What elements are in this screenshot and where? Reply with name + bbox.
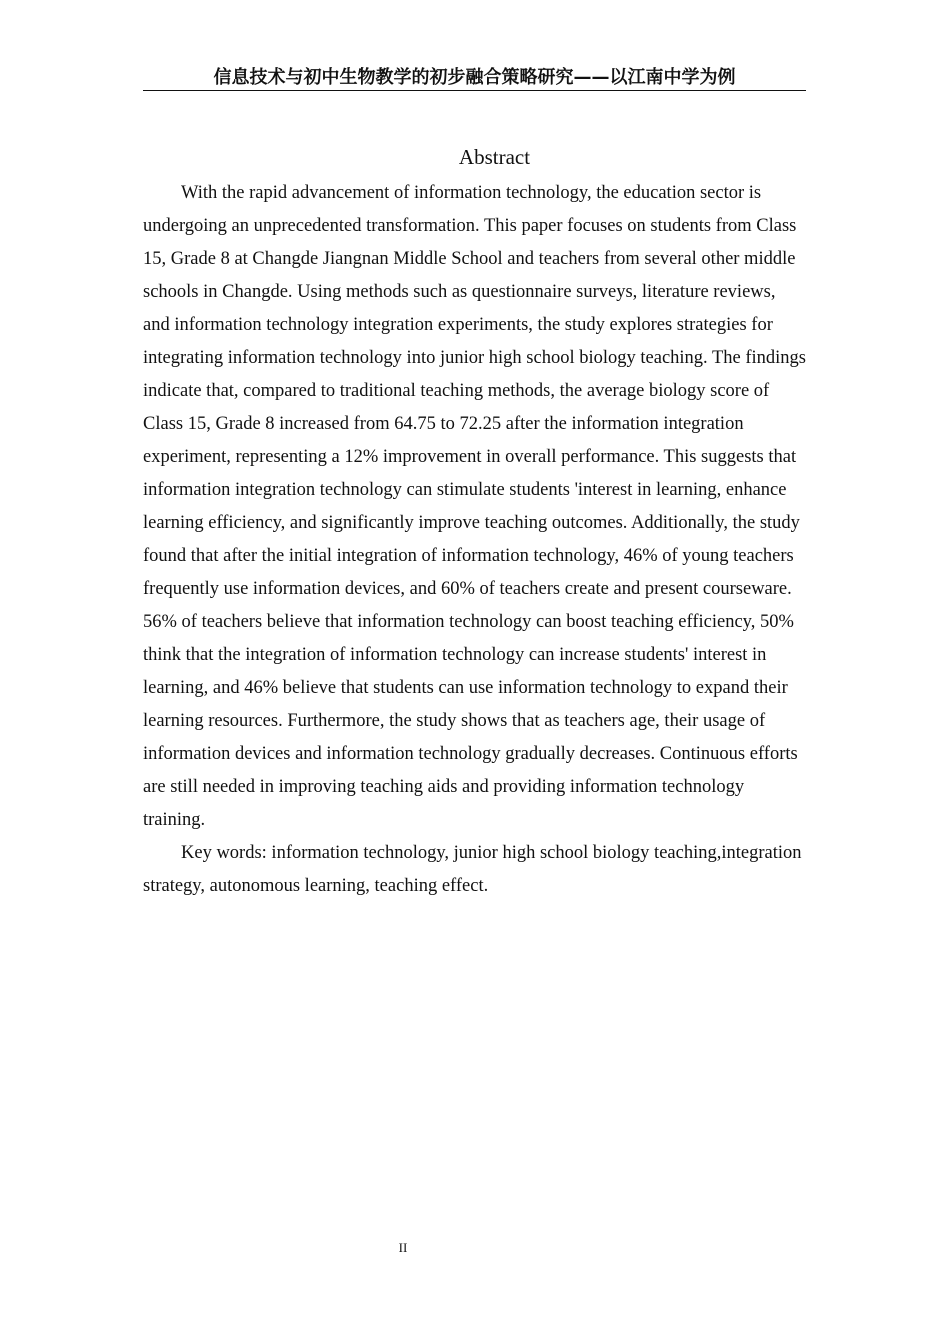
abstract-paragraph: With the rapid advancement of information technology, the education sector is undergoing an unprecedented transformation. This paper focuses on students from Class 15, Grade 8 at Changde Jiangnan Middle School and teachers from several other middle schools in Changde. Using methods such as questionnaire surveys, literature reviews, and information technology integration experiments, the study explores strategies for integrating information technology into junior high school biology teaching. The findings indicate that, compared to traditional teaching methods, the average biology score of Class 15, Grade 8 increased from 64.75 to 72.25 after the information integration experiment, representing a 12% improvement in overall performance. This suggests that information integration technology can stimulate students 'interest in learning, enhance learning efficiency, and significantly improve teaching outcomes. Additionally, the study found that after the initial integration of information technology, 46% of young teachers frequently use information devices, and 60% of teachers create and present courseware. 56% of teachers believe that information technology can boost teaching efficiency, 50% think that the integration of information technology can increase students' interest in learning, and 46% believe that students can use information technology to expand their learning resources. Furthermore, the study shows that as teachers age, their usage of information devices and information technology gradually decreases. Continuous efforts are still needed in improving teaching aids and providing information technology training.	[143, 183, 806, 830]
keywords-line: Key words: information technology, junior high school biology teaching,integration strategy, autonomous learning, teaching effect.	[143, 843, 802, 896]
abstract-body	[143, 177, 806, 903]
abstract-title: Abstract	[458, 145, 531, 169]
page-number: II	[398, 1240, 408, 1255]
running-header: 信息技术与初中生物教学的初步融合策略研究——以江南中学为例	[143, 66, 806, 91]
